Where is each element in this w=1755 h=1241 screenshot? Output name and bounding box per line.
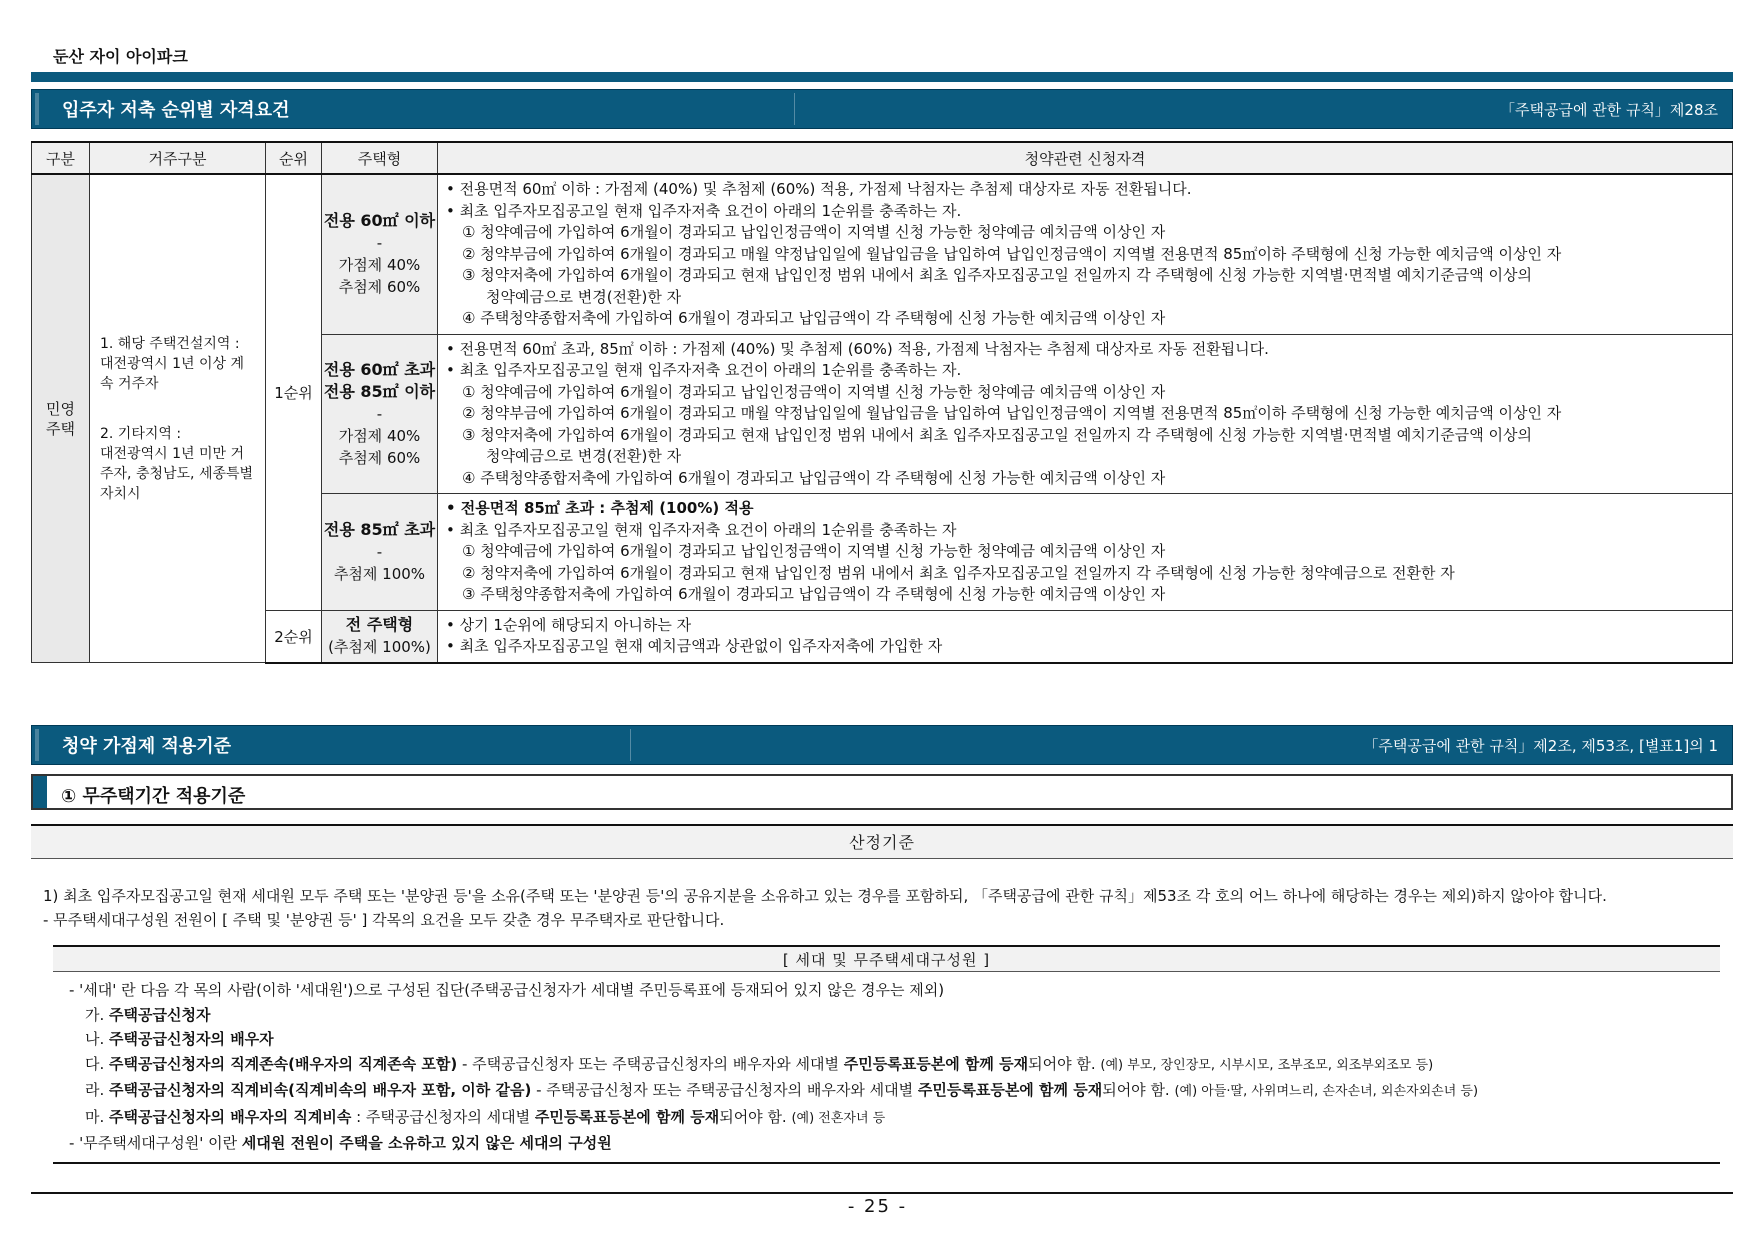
criteria-paragraph: 1) 최초 입주자모집공고일 현재 세대원 모두 주택 또는 '분양권 등'을 소유(주택 또는 '분양권 등'의 공유지분을 소유하고 있는 경우를 포함하되, 「주택공급에 관한 규칙」제53조 각 호의 어느 하나에 해당하는 경우는 제외)하지 않아야 합니다. [43,887,1607,905]
residence-text: 대전광역시 1년 미만 거주자, 충청남도, 세종특별자치시 [100,445,254,502]
box-line-bold: 주민등록표등본에 함께 등재 [534,1107,720,1126]
housing-type-cell [322,174,438,334]
list-marker: 나. [85,1030,105,1048]
qualification-line: ③ 청약저축에 가입하여 6개월이 경과되고 현재 납입인정 범위 내에서 최초 입주자모집공고일 전일까지 각 주택형에 신청 가능한 지역별·면적별 예치기준금액 이상의 [462,266,1532,284]
section-accent [35,729,39,761]
box-line-bold: 세대원 전원이 주택을 소유하고 있지 않은 세대의 구성원 [241,1134,612,1152]
housing-type-ratio: 추첨제 100% [333,564,426,583]
qualification-line: ① 청약예금에 가입하여 6개월이 경과되고 납입인정금액이 지역별 신청 가능한 청약예금 예치금액 이상인 자 [462,542,1166,560]
rank-cell: 2순위 [266,610,322,663]
housing-type-ratio: (추첨제 100%) [328,638,431,656]
qualification-line: 청약예금으로 변경(전환)한 자 [486,447,682,465]
qualification-line: ② 청약부금에 가입하여 6개월이 경과되고 매월 약정납입일에 월납입금을 납입하여 납입인정금액이 지역별 전용면적 85㎡이하 주택형에 신청 가능한 예치금액 이상인 자 [462,244,1562,263]
box-line-example: (예) 아들·딸, 사위며느리, 손자손녀, 외손자외손녀 등) [1174,1084,1479,1099]
qualification-line: • 최초 입주자모집공고일 현재 입주자저축 요건이 아래의 1순위를 충족하는 자 [446,520,957,539]
section-title: 청약 가점제 적용기준 [62,736,232,757]
residence-item [100,334,255,394]
section-reference: 「주택공급에 관한 규칙」제2조, 제53조, [별표1]의 1 [1363,736,1718,755]
qualification-line: • 전용면적 60㎡ 초과, 85㎡ 이하 : 가점제 (40%) 및 추첨제 (60%) 적용, 가점제 낙첨자는 추첨제 대상자로 자동 전환됩니다. [446,339,1269,358]
section-divider [630,729,631,761]
housing-type-dash: - [376,404,383,423]
table-row [32,610,1733,663]
section-title-bar-eligibility [31,89,1733,129]
box-line-bold: 주택공급신청자의 배우자 [109,1030,274,1048]
box-line-text: 되어야 함. [719,1107,792,1126]
qualification-cell [438,334,1733,494]
qualification-line: • 전용면적 85㎡ 초과 : 추첨제 (100%) 적용 [446,499,754,517]
housing-type-ratio: 가점제 40% [338,256,421,275]
box-line-text: 되어야 함. [1028,1054,1101,1073]
qualification-cell [438,494,1733,611]
box-line-text: - '무주택세대구성원' 이란 [69,1134,242,1152]
box-line-example: (예) 전혼자녀 등 [791,1110,886,1126]
qualification-line: • 상기 1순위에 해당되지 아니하는 자 [446,615,692,634]
qualification-line: ② 청약저축에 가입하여 6개월이 경과되고 현재 납입인정 범위 내에서 최초 입주자모집공고일 전일까지 각 주택형에 신청 가능한 청약예금으로 전환한 자 [462,563,1455,582]
box-line [69,1105,1720,1132]
box-line-text: - 주택공급신청자 또는 주택공급신청자의 배우자와 세대별 [457,1054,844,1073]
residence-label: 2. 기타지역 : [100,425,182,442]
qualification-cell [438,610,1733,663]
qualification-line: ③ 주택청약종합저축에 가입하여 6개월이 경과되고 납입금액이 각 주택형에 신청 가능한 예치금액 이상인 자 [462,585,1166,603]
housing-type-ratio: 가점제 40% [338,426,421,445]
qualification-cell [438,174,1733,334]
qualification-line: • 전용면적 60㎡ 이하 : 가점제 (40%) 및 추첨제 (60%) 적용, 가점제 낙첨자는 추첨제 대상자로 자동 전환됩니다. [446,180,1192,198]
section-title-bar-point-system [31,725,1733,765]
qualification-line: ① 청약예금에 가입하여 6개월이 경과되고 납입인정금액이 지역별 신청 가능한 청약예금 예치금액 이상인 자 [462,382,1166,401]
box-line-bold: 주택공급신청자의 직계비속(직계비속의 배우자 포함, 이하 같음) [109,1081,532,1099]
footer-rule [31,1192,1733,1194]
qualification-line: ② 청약부금에 가입하여 6개월이 경과되고 매월 약정납입일에 월납입금을 납입하여 납입인정금액이 지역별 전용면적 85㎡이하 주택형에 신청 가능한 예치금액 이상인 자 [462,404,1562,422]
box-line: - '세대' 란 다음 각 목의 사람(이하 '세대원')으로 구성된 집단(주택공급신청자가 세대별 주민등록표에 등재되어 있지 않은 경우는 제외) [69,981,945,999]
qualification-line: ③ 청약저축에 가입하여 6개월이 경과되고 현재 납입인정 범위 내에서 최초 입주자모집공고일 전일까지 각 주택형에 신청 가능한 지역별·면적별 예치기준금액 이상의 [462,425,1532,444]
housing-type-dash: - [376,542,383,561]
gubun-cell [32,174,90,663]
residence-item [100,424,255,504]
col-header-qualification: 청약관련 신청자격 [438,142,1733,174]
box-line [69,1078,1720,1105]
residence-cell [90,174,266,663]
box-line-text: 되어야 함. [1102,1081,1175,1099]
box-body [53,972,1720,1164]
box-line-bold: 주택공급신청자 [109,1005,211,1024]
box-line-text: : 주택공급신청자의 세대별 [351,1107,535,1126]
housing-type-title: 전용 60㎡ 초과 [323,359,436,379]
list-marker: 가. [85,1005,105,1024]
housing-type-title: 전용 85㎡ 초과 [323,519,436,539]
col-header-residence: 거주구분 [90,142,266,174]
box-header: [ 세대 및 무주택세대구성원 ] [53,945,1720,972]
table-header-row [32,142,1733,174]
qualification-line: ④ 주택청약종합저축에 가입하여 6개월이 경과되고 납입금액이 각 주택형에 신청 가능한 예치금액 이상인 자 [462,309,1166,327]
box-line-example: (예) 부모, 장인장모, 시부시모, 조부조모, 외조부외조모 등) [1100,1057,1434,1073]
housing-type-ratio: 추첨제 60% [338,448,421,467]
housing-type-cell [322,334,438,494]
box-line-bold: 주민등록표등본에 함께 등재 [917,1081,1103,1099]
list-marker: 마. [85,1107,105,1126]
housing-type-cell [322,610,438,663]
box-line [69,1052,1720,1079]
criteria-paragraph: - 무주택세대구성원 전원이 [ 주택 및 '분양권 등' ] 각목의 요건을 모두 갖춘 경우 무주택자로 판단합니다. [43,911,725,929]
box-line-bold: 주택공급신청자의 배우자의 직계비속 [109,1107,352,1126]
box-line [69,1003,1720,1028]
housing-type-title: 전용 60㎡ 이하 [323,211,436,231]
header-rule [31,72,1733,82]
list-marker: 라. [85,1081,105,1099]
section-reference: 「주택공급에 관한 규칙」제28조 [1499,100,1718,119]
household-definition-box [53,945,1720,1164]
document-header-title: 둔산 자이 아이파크 [53,47,188,66]
box-line [69,1131,1720,1156]
col-header-gubun: 구분 [32,142,90,174]
housing-type-dash: - [376,234,383,253]
box-line-bold: 주택공급신청자의 직계존속(배우자의 직계존속 포함) [109,1054,458,1073]
table-row [32,174,1733,334]
box-line-bold: 주민등록표등본에 함께 등재 [843,1054,1029,1073]
section-title: 입주자 저축 순위별 자격요건 [62,100,290,121]
criteria-header: 산정기준 [31,824,1733,859]
qualification-line: • 최초 입주자모집공고일 현재 예치금액과 상관없이 입주자저축에 가입한 자 [446,637,943,655]
section-divider [794,93,795,125]
residence-label: 1. 해당 주택건설지역 : [100,335,240,352]
rank-cell: 1순위 [266,174,322,610]
gubun-label: 민영 주택 [46,399,75,438]
subsection-accent [33,776,47,808]
col-header-rank: 순위 [266,142,322,174]
list-marker: 다. [85,1054,105,1073]
housing-type-ratio: 추첨제 60% [338,278,421,297]
housing-type-cell [322,494,438,611]
subsection-title-bar [31,774,1733,810]
eligibility-table [31,141,1733,664]
section-accent [35,93,39,125]
qualification-line: 청약예금으로 변경(전환)한 자 [486,287,682,306]
qualification-line: ④ 주택청약종합저축에 가입하여 6개월이 경과되고 납입금액이 각 주택형에 신청 가능한 예치금액 이상인 자 [462,468,1166,487]
box-line-text: - 주택공급신청자 또는 주택공급신청자의 배우자와 세대별 [531,1081,918,1099]
page-number: - 25 - [847,1196,908,1217]
qualification-line: • 최초 입주자모집공고일 현재 입주자저축 요건이 아래의 1순위를 충족하는 자. [446,201,962,220]
col-header-housing-type: 주택형 [322,142,438,174]
housing-type-title: 전 주택형 [345,615,414,634]
qualification-line: • 최초 입주자모집공고일 현재 입주자저축 요건이 아래의 1순위를 충족하는 자. [446,361,962,379]
box-line [69,1027,1720,1052]
subsection-title: ① 무주택기간 적용기준 [61,786,246,807]
residence-text: 대전광역시 1년 이상 계속 거주자 [100,355,244,392]
housing-type-title: 전용 85㎡ 이하 [323,381,436,401]
qualification-line: ① 청약예금에 가입하여 6개월이 경과되고 납입인정금액이 지역별 신청 가능한 청약예금 예치금액 이상인 자 [462,223,1166,241]
